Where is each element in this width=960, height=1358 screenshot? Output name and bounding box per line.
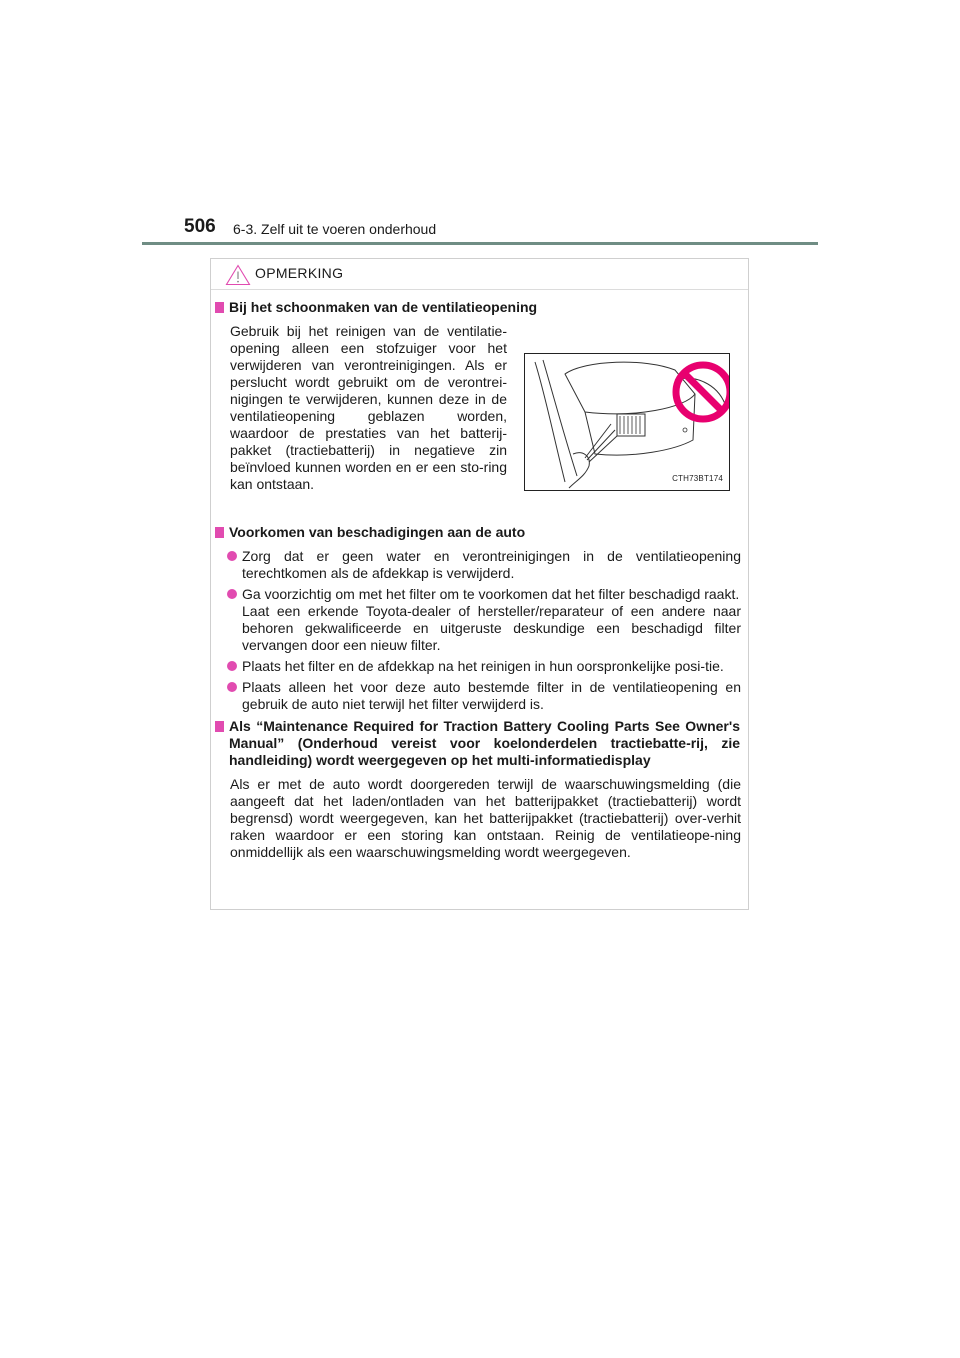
heading-cleaning-text: Bij het schoonmaken van de ventilatieopening: [229, 299, 538, 315]
figure-code: CTH73BT174: [672, 474, 723, 483]
list-item: Plaats alleen het voor deze auto bestemde filter in de ventilatieopening en gebruik de auto niet terwijl het filter verwijderd is.: [211, 679, 748, 713]
heading-damage-text: Voorkomen van beschadigingen aan de auto: [229, 524, 526, 540]
section-title: 6-3. Zelf uit te voeren onderhoud: [233, 221, 437, 237]
circle-bullet-icon: [227, 682, 237, 692]
heading-maintenance: [211, 718, 748, 769]
cleaning-text: Gebruik bij het reinigen van de ventilatie-opening alleen een stofzuiger voor het verwijderen van verontreinigingen. Als er perslucht wordt gebruikt om de verontrei-nigingen te verwijderen, kunnen deze in de ventilatieopening geblazen worden, waardoor de prestaties van het batterij-pakket (tractiebatterij) in negatieve zin beïnvloed kunnen worden en er een sto-ring kan ontstaan.: [230, 323, 507, 492]
cleaning-block: [211, 323, 748, 518]
notice-label: OPMERKING: [255, 265, 344, 281]
circle-bullet-icon: [227, 661, 237, 671]
square-bullet-icon: [215, 527, 224, 538]
circle-bullet-icon: [227, 551, 237, 561]
circle-bullet-icon: [227, 589, 237, 599]
list-item: Ga voorzichtig om met het filter om te voorkomen dat het filter beschadigd raakt. Laat een erkende Toyota-dealer of hersteller/reparateur of een andere naar behoren gekwalificeerde en uitgeruste deskundige een beschadigd filter vervangen door een nieuw filter.: [211, 586, 748, 654]
list-item: Plaats het filter en de afdekkap na het reinigen in hun oorspronkelijke posi-tie.: [211, 658, 748, 675]
header-rule: [142, 242, 818, 245]
heading-damage: [211, 524, 748, 541]
vent-illustration: [524, 353, 730, 491]
heading-cleaning: [211, 299, 748, 316]
square-bullet-icon: [215, 721, 224, 732]
maintenance-text: Als er met de auto wordt doorgereden terwijl de waarschuwingsmelding (die aangeeft dat het laden/ontladen van het batterijpakket (tractiebatterij) wordt begrensd) wordt weergegeven, kan het batterijpakket (tractiebatterij) over-verhit raken waardoor er een storing kan ontstaan. Reinig de ventilatieope-ning onmiddellijk als een waarschuwingsmelding wordt weergegeven.: [230, 776, 741, 860]
notice-content: [211, 299, 748, 861]
list-item: Zorg dat er geen water en verontreinigingen in de ventilatieopening terechtkomen als de afdekkap is verwijderd.: [211, 548, 748, 582]
square-bullet-icon: [215, 302, 224, 313]
page-number: 506: [184, 216, 216, 237]
notice-header: [211, 259, 748, 290]
notice-box: [210, 258, 749, 910]
warning-triangle-icon: [225, 264, 251, 286]
heading-maintenance-text: Als “Maintenance Required for Traction Battery Cooling Parts See Owner's Manual” (Onderhoud vereist voor koelonderdelen tractiebatte-rij, zie handleiding) wordt weergegeven op het multi-informatiedisplay: [229, 718, 740, 768]
